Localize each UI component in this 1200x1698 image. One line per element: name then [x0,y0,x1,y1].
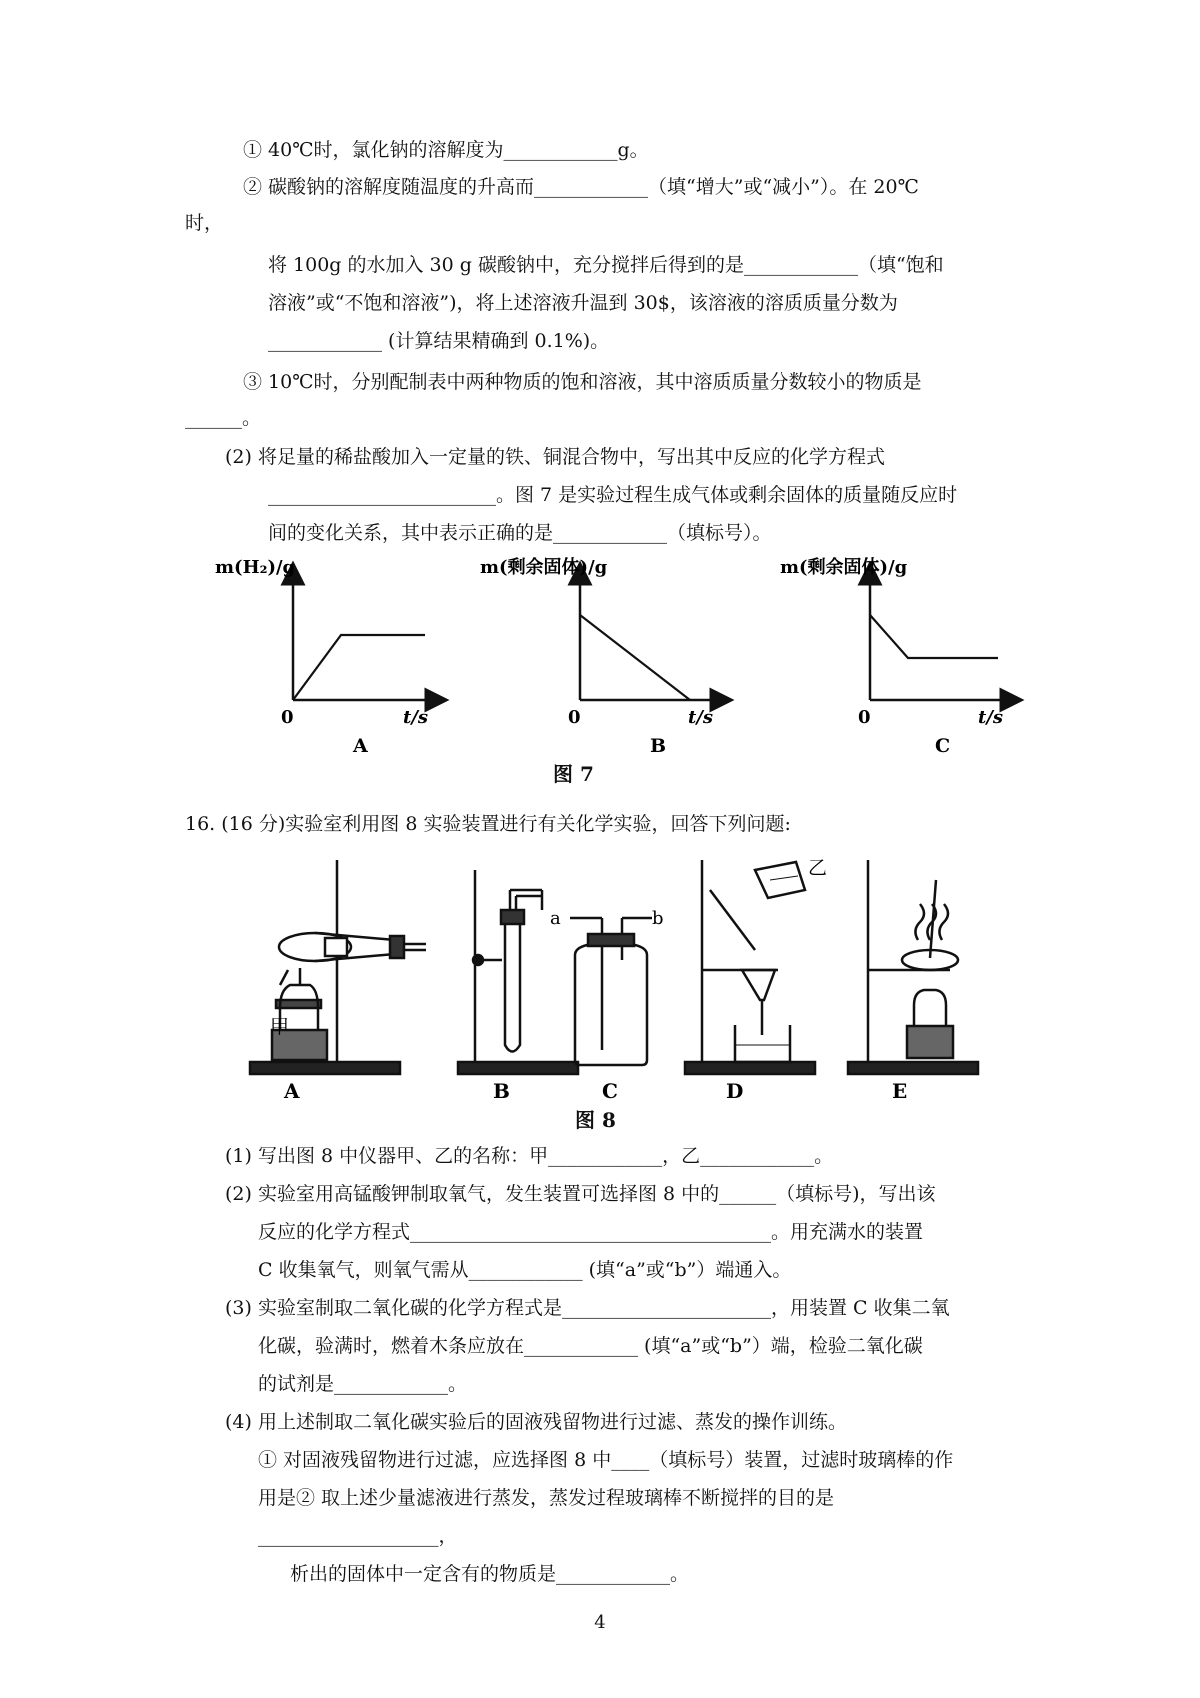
q15-item-2-cont3: 溶液”或“不饱和溶液”)，将上述溶液升温到 30$，该溶液的溶质质量分数为 [268,292,898,314]
graph-c-ylabel: m(剩余固体)/g [780,557,908,578]
apparatus-d [685,860,815,1074]
q15-item-2-cont2: 将 100g 的水加入 30 g 碳酸钠中，充分搅拌后得到的是____________（填“饱和 [268,254,944,276]
label-yi: 乙 [808,857,828,879]
q16-sub4-item1: ① 对固液残留物进行过滤，应选择图 8 中____（填标号）装置，过滤时玻璃棒的作 [258,1449,954,1471]
q16-sub3: (3) 实验室制取二氧化碳的化学方程式是______________________，用装置 C 收集二氧 [225,1297,950,1319]
graph-a-origin: 0 [281,707,294,728]
graph-a-ylabel: m(H₂)/g [215,557,296,578]
graph-a-curve [293,635,425,700]
q15-item-2: ② 碳酸钠的溶解度随温度的升高而____________（填“增大”或“减小”）。在 20℃ [243,176,919,198]
graph-b-xlabel: t/s [688,707,714,728]
q15-item-3-cont: ______。 [185,407,262,429]
q15-item-2-cont: 时， [185,212,224,234]
q16-sub4: (4) 用上述制取二氧化碳实验后的固液残留物进行过滤、蒸发的操作训练。 [225,1411,847,1433]
q16-intro: 16. (16 分)实验室利用图 8 实验装置进行有关化学实验，回答下列问题: [185,813,791,835]
fig8-label-a: A [284,1079,300,1103]
q15-sub2-line1: (2) 将足量的稀盐酸加入一定量的铁、铜混合物中，写出其中反应的化学方程式 [225,446,885,468]
figure7-graph-c [780,555,1020,757]
q16-sub1: (1) 写出图 8 中仪器甲、乙的名称：甲____________，乙____________。 [225,1145,834,1167]
q16-sub2: (2) 实验室用高锰酸钾制取氧气，发生装置可选择图 8 中的______（填标号)，写出该 [225,1183,936,1205]
figure7-graph-b [480,555,730,757]
apparatus-e [848,860,978,1074]
q16-sub3-cont1: 化碳，验满时，燃着木条应放在____________ (填“a”或“b”）端，检验二氧化碳 [258,1335,923,1357]
figure7-caption: 图 7 [553,762,594,786]
graph-c-origin: 0 [858,707,871,728]
graph-c-curve [870,615,998,658]
figure8-apparatus [230,840,1050,1103]
fig8-label-c: C [602,1079,618,1103]
q15-item-2-cont4: ____________ (计算结果精确到 0.1%)。 [268,330,610,352]
graph-c-letter: C [935,735,951,757]
apparatus-b [458,870,578,1074]
fig8-label-b: B [493,1079,510,1103]
figure8-caption: 图 8 [575,1108,616,1132]
apparatus-c [570,918,652,1065]
q15-item-1: ① 40℃时，氯化钠的溶解度为____________g。 [243,139,649,161]
q15-item-3: ③ 10℃时，分别配制表中两种物质的饱和溶液，其中溶质质量分数较小的物质是 [243,371,922,393]
graph-b-ylabel: m(剩余固体)/g [480,557,608,578]
port-a-label: a [550,908,561,929]
q15-sub2-line3: 间的变化关系，其中表示正确的是____________（填标号）。 [268,522,772,544]
q16-sub4-item2: 用是② 取上述少量滤液进行蒸发，蒸发过程玻璃棒不断搅拌的目的是 [258,1487,835,1509]
graph-b-origin: 0 [568,707,581,728]
q16-sub3-cont2: 的试剂是____________。 [258,1373,468,1395]
label-jia: 甲 [270,1016,290,1038]
page-number: 4 [594,1612,606,1633]
graph-a-letter: A [353,735,368,757]
q16-sub2-cont1: 反应的化学方程式______________________________________。用充满水的装置 [258,1221,924,1243]
port-b-label: b [652,908,664,929]
q15-sub2-line2: ________________________。图 7 是实验过程生成气体或剩余固体的质量随反应时 [268,484,958,506]
graph-b-letter: B [650,735,667,757]
graph-a-xlabel: t/s [403,707,429,728]
q16-sub4-last: 析出的固体中一定含有的物质是____________。 [290,1563,690,1585]
apparatus-a [250,860,426,1074]
q16-sub2-cont2: C 收集氧气，则氧气需从____________ (填“a”或“b”）端通入。 [258,1259,792,1281]
fig8-label-e: E [892,1079,908,1103]
graph-c-xlabel: t/s [978,707,1004,728]
q16-sub4-blank: ___________________， [258,1525,458,1547]
graph-b-curve [580,615,690,700]
fig8-label-d: D [726,1079,744,1103]
figure7-graph-a [205,555,435,755]
